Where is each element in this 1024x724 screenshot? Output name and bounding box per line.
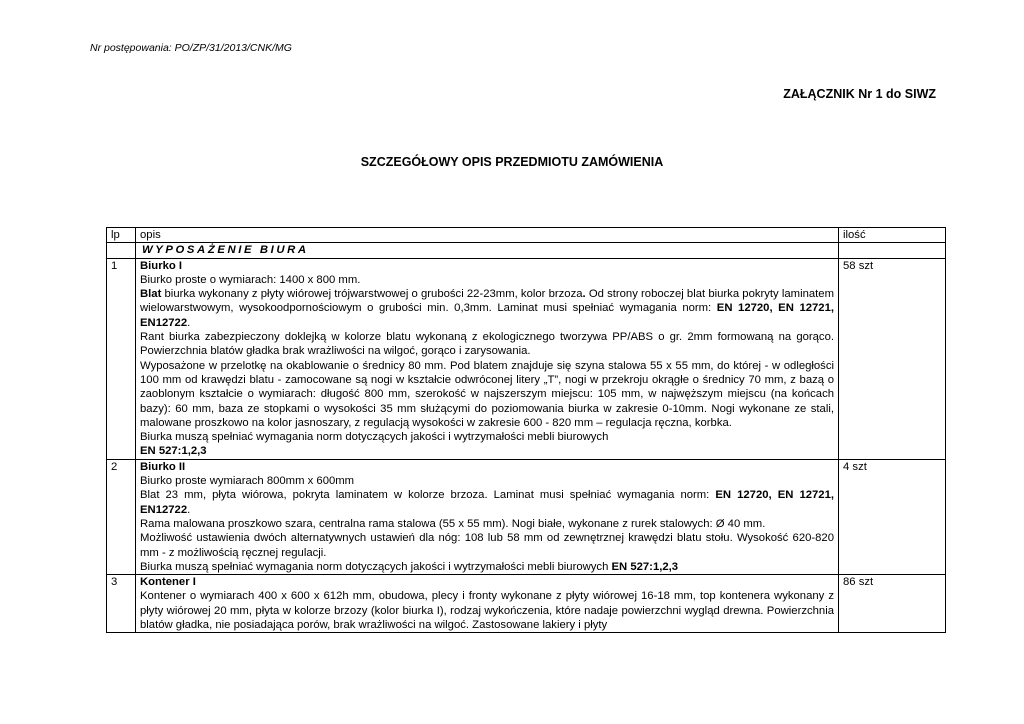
item-top-spec: Blat biurka wykonany z płyty wiórowej trójwarstwowej o grubości 22-23mm, kolor brzoza. Od strony roboczej blat biurka pokryty laminatem wielowarstwowym, wysokoodpornościowym o grubości min. 0,3mm. Laminat musi spełniać wymagania norm: EN 12720, EN 12721, EN12722. xyxy=(140,288,834,329)
row-description xyxy=(136,459,839,574)
row-number: 1 xyxy=(107,258,136,459)
row-quantity: 4 szt xyxy=(839,459,946,574)
table-row xyxy=(107,575,946,633)
annex-label: ZAŁĄCZNIK Nr 1 do SIWZ xyxy=(783,87,936,101)
item-name: Biurko I xyxy=(140,259,183,272)
item-requirements: Biurka muszą spełniać wymagania norm dotyczących jakości i wytrzymałości mebli biurowych EN 527:1,2,3 xyxy=(140,560,679,573)
section-title: WYPOSAŻENIE BIURA xyxy=(136,243,839,258)
item-edge-spec: Rant biurka zabezpieczony doklejką w kolorze blatu wykonaną z ekologicznego tworzywa PP/ABS o gr. 2mm formowaną na gorąco. Powierzchnia blatów gładka brak wrażliwości na wilgoć, gorąco i zarysowania. xyxy=(140,331,834,358)
row-quantity: 58 szt xyxy=(839,258,946,459)
item-dimensions: Biurko proste wymiarach 800mm x 600mm xyxy=(140,475,355,488)
procedure-number: Nr postępowania: PO/ZP/31/2013/CNK/MG xyxy=(90,42,292,54)
section-row xyxy=(107,243,946,258)
item-top-spec: Blat 23 mm, płyta wiórowa, pokryta laminatem w kolorze brzoza. Laminat musi spełniać wymagania norm: EN 12720, EN 12721, EN12722. xyxy=(140,489,834,516)
item-name: Kontener I xyxy=(140,576,196,589)
row-number: 3 xyxy=(107,575,136,633)
specification-table xyxy=(106,227,946,633)
item-dimensions: Biurko proste o wymiarach: 1400 x 800 mm. xyxy=(140,273,361,286)
item-requirements-norm: EN 527:1,2,3 xyxy=(140,445,207,458)
row-description xyxy=(136,258,839,459)
row-description xyxy=(136,575,839,633)
row-number: 2 xyxy=(107,459,136,574)
item-text: Kontener o wymiarach 400 x 600 x 612h mm, obudowa, plecy i fronty wykonane z płyty wiórowej 16-18 mm, top kontenera wykonany z płyty wiórowej 20 mm, płyta w kolorze brzozy (kolor biurka I), rodzaj wykończenia, które nadaje powierzchni wygląd drewna. Powierzchnia blatów gładka, nie posiadająca porów, brak wrażliwości na wilgoć. Zastosowane lakiery i płyty xyxy=(140,590,834,632)
item-requirements: Biurka muszą spełniać wymagania norm dotyczących jakości i wytrzymałości mebli biurowych xyxy=(140,431,609,444)
row-quantity: 86 szt xyxy=(839,575,946,633)
document-title: SZCZEGÓŁOWY OPIS PRZEDMIOTU ZAMÓWIENIA xyxy=(360,155,664,169)
item-adjust-spec: Możliwość ustawienia dwóch alternatywnych ustawień dla nóg: 108 lub 58 mm od zewnętrznej krawędzi blatu stołu. Wysokość 620-820 mm - z możliwością ręcznej regulacji. xyxy=(140,532,834,559)
item-equipment-spec: Wyposażone w przelotkę na okablowanie o średnicy 80 mm. Pod blatem znajduje się szyna stalowa 55 x 55 mm, do której - w odległości 100 mm od krawędzi blatu - zamocowane są nogi w kształcie odwróconej litery „T”, nogi w przekroju okrągłe o średnicy 70 mm, z bazą o zaoblonym kształcie o wymiarach: długość 800 mm, szerokość w najszerszym miejscu: 105 mm, w najwęższym miejscu (na końcach bazy): 60 mm, baza ze stopkami o wysokości 35 mm służącymi do poziomowania biurka w zakresie 0-10mm. Nogi wykonane ze stali, malowane proszkowo na kolor jasnoszary, z regulacją wysokości w zakresie 600 - 820 mm – regulacja ręczna, korbka. xyxy=(140,359,834,429)
table-row xyxy=(107,459,946,574)
header-qty: ilość xyxy=(839,228,946,243)
table-row xyxy=(107,258,946,459)
item-name: Biurko II xyxy=(140,460,186,473)
header-lp: lp xyxy=(107,228,136,243)
header-opis: opis xyxy=(136,228,839,243)
table-header-row xyxy=(107,228,946,243)
item-frame-spec: Rama malowana proszkowo szara, centralna rama stalowa (55 x 55 mm). Nogi białe, wykonane z rurek stalowych: Ø 40 mm. xyxy=(140,517,766,530)
